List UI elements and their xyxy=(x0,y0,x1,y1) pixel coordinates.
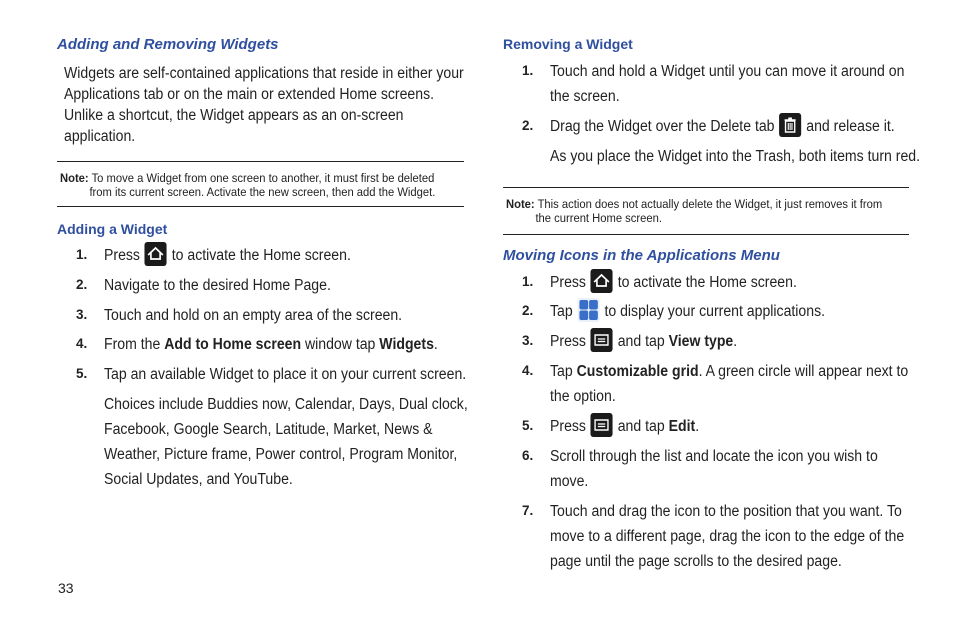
section-heading-moving-icons: Moving Icons in the Applications Menu xyxy=(503,247,780,264)
home-key-icon xyxy=(145,242,167,266)
intro-paragraph: Widgets are self-contained applications that reside in either your Applications tab or on the main or extended Home screens. Unlike a shortcut, the Widget appears as an on-screen application. xyxy=(64,65,464,145)
applications-grid-icon xyxy=(578,298,600,322)
note-text-line2: from its current screen. Activate the new screen, then add the Widget. xyxy=(89,185,436,199)
note-label: Note: xyxy=(506,197,535,211)
note-box-right xyxy=(503,187,909,235)
page-number: 33 xyxy=(58,580,74,596)
note-text-line1: To move a Widget from one screen to another, it must first be deleted xyxy=(91,171,435,185)
subheading-adding-widget: Adding a Widget xyxy=(57,221,168,237)
menu-key-icon xyxy=(591,328,613,352)
home-key-icon xyxy=(591,269,613,293)
remove-after-text: As you place the Widget into the Trash, both items turn red. xyxy=(550,148,921,165)
note-box-left xyxy=(57,161,464,207)
note-label: Note: xyxy=(60,171,89,185)
choices-paragraph: Choices include Buddies now, Calendar, Days, Dual clock, Facebook, Google Search, Latitude, Market, News & Weather, Picture frame, Power control, Program Monitor, Social Updates, and YouTube. xyxy=(104,396,468,488)
delete-trash-icon xyxy=(779,113,801,137)
subheading-removing-widget: Removing a Widget xyxy=(503,36,633,52)
note-text-line1: This action does not actually delete the Widget, it just removes it from xyxy=(537,197,883,211)
menu-key-icon xyxy=(591,413,613,437)
section-heading-adding-removing: Adding and Removing Widgets xyxy=(57,36,279,53)
note-text-line2: the current Home screen. xyxy=(535,211,662,225)
